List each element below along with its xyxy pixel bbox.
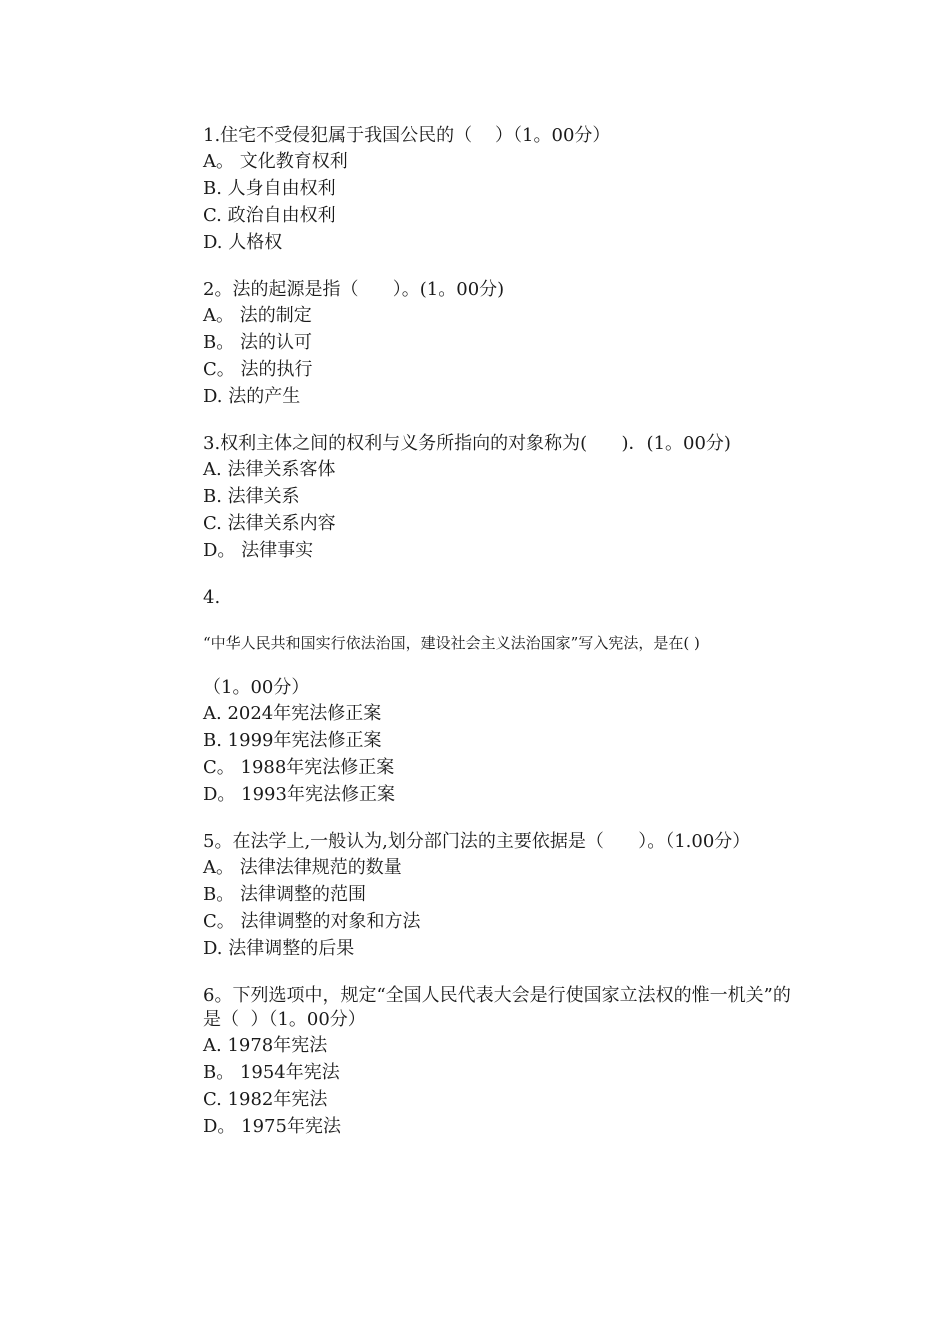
option-b: B. 1999年宪法修正案 bbox=[203, 730, 382, 751]
exam-page bbox=[203, 124, 803, 1162]
question-title: 2。法的起源是指（ ）。(1。00分) bbox=[203, 279, 505, 300]
question-4 bbox=[203, 586, 803, 808]
question-title: 1.住宅不受侵犯属于我国公民的（ ）（1。00分） bbox=[203, 125, 611, 146]
question-title: “中华人民共和国实行依法治国，建设社会主义法治国家”写入宪法，是在( ) bbox=[203, 634, 700, 652]
option-d: D。 1975年宪法 bbox=[203, 1116, 341, 1137]
option-b: B。 法的认可 bbox=[203, 332, 312, 353]
question-3 bbox=[203, 432, 803, 564]
question-title: 3.权利主体之间的权利与义务所指向的对象称为( )．(1。00分) bbox=[203, 433, 731, 454]
option-a: A。 文化教育权利 bbox=[203, 151, 348, 172]
option-d: D. 法律调整的后果 bbox=[203, 938, 355, 959]
question-title: 5。在法学上,一般认为,划分部门法的主要依据是（ ）。（1.00分） bbox=[203, 831, 751, 852]
question-number: 4. bbox=[203, 587, 221, 608]
option-c: C。 1988年宪法修正案 bbox=[203, 757, 395, 778]
option-c: C. 政治自由权利 bbox=[203, 205, 336, 226]
option-c: C. 法律关系内容 bbox=[203, 513, 336, 534]
option-b: B. 人身自由权利 bbox=[203, 178, 336, 199]
question-5 bbox=[203, 830, 803, 962]
question-6 bbox=[203, 984, 803, 1140]
question-1 bbox=[203, 124, 803, 256]
option-d: D。 法律事实 bbox=[203, 540, 314, 561]
option-a: A。 法的制定 bbox=[203, 305, 312, 326]
option-c: C. 1982年宪法 bbox=[203, 1089, 328, 1110]
question-score: （1。00分） bbox=[203, 677, 310, 698]
option-c: C。 法律调整的对象和方法 bbox=[203, 911, 421, 932]
option-a: A. 1978年宪法 bbox=[203, 1035, 328, 1056]
option-d: D. 人格权 bbox=[203, 232, 283, 253]
question-title: 6。下列选项中，规定“全国人民代表大会是行使国家立法权的惟一机关”的是（ ）（1。00分） bbox=[203, 985, 791, 1030]
option-d: D。 1993年宪法修正案 bbox=[203, 784, 395, 805]
option-a: A. 法律关系客体 bbox=[203, 459, 336, 480]
option-b: B。 法律调整的范围 bbox=[203, 884, 366, 905]
question-2 bbox=[203, 278, 803, 410]
option-a: A。 法律法律规范的数量 bbox=[203, 857, 402, 878]
option-c: C。 法的执行 bbox=[203, 359, 313, 380]
option-a: A. 2024年宪法修正案 bbox=[203, 703, 382, 724]
option-d: D. 法的产生 bbox=[203, 386, 301, 407]
option-b: B. 法律关系 bbox=[203, 486, 300, 507]
option-b: B。 1954年宪法 bbox=[203, 1062, 340, 1083]
